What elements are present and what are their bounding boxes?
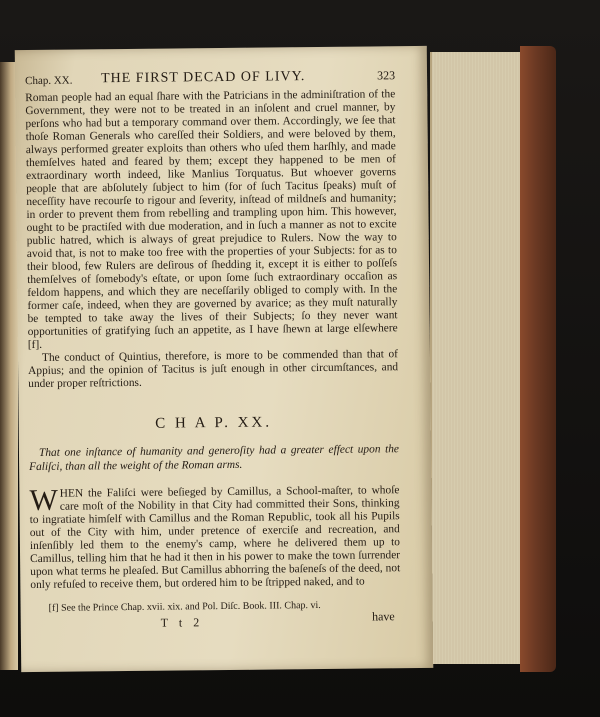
chapter-heading: C H A P. XX. [155,414,273,432]
paragraph-text: HEN the Faliſci were beſieged by Camillus, a School-maſter, to whoſe care moſt of the Nobility in that City had committed their Sons, thinking to ingratiate himſelf with Camillus and the Roman Republic, took all his Pupils out of the City with him, under pretence of exerciſe and recreation, and inſenſibly led them to the enemy's camp, where he delivered them up to Camillus, telling him that he had it then in his power to make the town ſurrender upon what terms he pleaſed. But Camillus abhorring the baſeneſs of the deed, not only refuſed to receive them, but ordered him to be ſtripped naked, and to [29,484,401,592]
page-content [25,68,401,633]
signature-mark: T t 2 [160,615,204,631]
catchword: have [371,609,395,624]
body-text [25,88,398,391]
running-head [25,68,395,90]
page-footer [31,609,401,634]
paragraph: The conduct of Quintius, therefore, is more to be commended than that of Appius; and the opinion of Tacitus is juſt enough in other circumſtances, and under proper reſtrictions. [28,348,399,391]
chapter-first-paragraph [29,484,400,592]
page-block-edges [430,52,524,664]
chapter-summary: That one inſtance of humanity and generoſity had a greater effect upon the Faliſci, than all the weight of the Roman arms. [29,443,400,474]
page-number: 323 [376,68,396,83]
book-cover [520,46,556,672]
footnote: [f] See the Prince Chap. xvii. xix. and Pol. Diſc. Book. III. Chap. vi. [48,600,321,615]
drop-cap: W [29,483,58,518]
running-head-chapter: Chap. XX. [25,74,73,88]
paragraph: Roman people had an equal ſhare with the Patricians in the adminiſtration of the Government, they were not to be treated in an inſolent and cruel manner, by perſons who had but a temporary command over them. Accordingly, we ſee that thoſe Roman Generals who careſſed their Soldiers, and were beloved by them, always performed greater exploits than others who uſed them harſhly, and made themſelves hated and feared by them; except they happened to be men of extraordinary worth indeed, like Manlius Torquatus. But whoever governs people that are abſolutely ſubject to him (for of ſuch Tacitus ſpeaks) muſt of neceſſity have recourſe to rigour and ſeverity, inſtead of mildneſs and humanity; in order to prevent them from rebelling and trampling upon him. This however, ought to be practiſed with due moderation, and in ſuch a manner as not to excite public hatred, which is always of great prejudice to Rulers. Now the way to avoid that, is not to make too free with the properties of your Subjects: for as to their blood, few Rulers are deſirous of ſhedding it, except it is either to poſſeſs themſelves of ſomebody's eſtate, or upon ſome ſuch extraordinary occaſion as feldom happens, and which they are neceſſarily obliged to comply with. In the former caſe, indeed, when they are governed by avarice; as they muſt naturally be tempted to take away the lives of their Subjects; ſo they never want opportunities of gratifying ſuch an appetite, as I have ſhewn at large elſewhere [f]. [25,88,398,352]
running-head-title: THE FIRST DECAD OF LIVY. [100,69,306,87]
book-page [15,46,433,672]
